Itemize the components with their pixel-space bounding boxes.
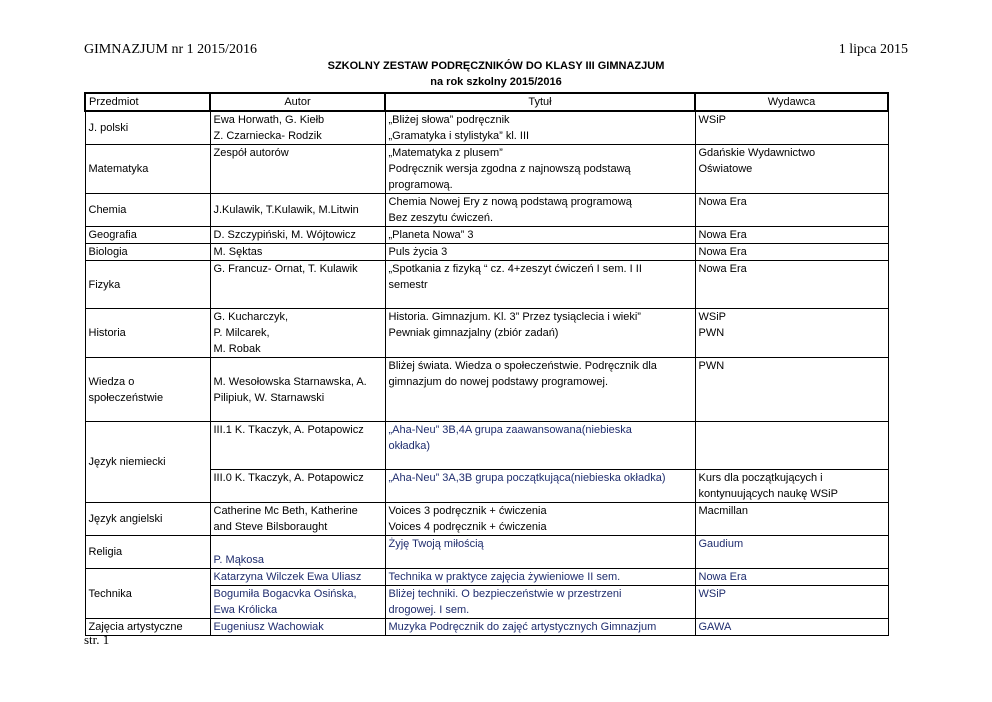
cell-title: Muzyka Podręcznik do zajęć artystycznych Gimnazjum [385,619,695,636]
header-right: 1 lipca 2015 [838,42,908,57]
header-left: GIMNAZJUM nr 1 2015/2016 [84,42,258,57]
cell-publisher: Nowa Era [695,569,888,586]
cell-subject: Historia [85,309,210,358]
cell-author: III.1 K. Tkaczyk, A. Potapowicz [210,422,385,470]
cell-publisher: WSiP PWN [695,309,888,358]
cell-author: Ewa Horwath, G. Kiełb Z. Czarniecka- Rodzik [210,111,385,145]
cell-subject: Fizyka [85,261,210,309]
table-row [85,145,888,194]
table-header-row [85,93,888,111]
cell-subject: Technika [85,569,210,619]
cell-subject: Zajęcia artystyczne [85,619,210,636]
table-row [85,309,888,358]
cell-author: Bogumiła Bogacvka Osińska, Ewa Królicka [210,586,385,619]
cell-author: J.Kulawik, T.Kulawik, M.Litwin [210,194,385,227]
cell-subject: Język angielski [85,503,210,536]
cell-author: III.0 K. Tkaczyk, A. Potapowicz [210,470,385,503]
table-row [85,569,888,586]
cell-publisher [695,422,888,470]
cell-author: Catherine Mc Beth, Katherine and Steve Bilsboraught [210,503,385,536]
cell-publisher: GAWA [695,619,888,636]
table-row [85,536,888,569]
col-header-subject: Przedmiot [85,93,210,111]
table-row [85,244,888,261]
cell-subject: Religia [85,536,210,569]
cell-subject: Geografia [85,227,210,244]
cell-title: Bliżej techniki. O bezpieczeństwie w przestrzeni drogowej. I sem. [385,586,695,619]
cell-title: „Aha-Neu” 3B,4A grupa zaawansowana(niebieska okładka) [385,422,695,470]
cell-publisher: Macmillan [695,503,888,536]
cell-title: „Spotkania z fizyką “ cz. 4+zeszyt ćwiczeń I sem. I II semestr [385,261,695,309]
cell-author: G. Francuz- Ornat, T. Kulawik [210,261,385,309]
cell-subject: J. polski [85,111,210,145]
cell-publisher: PWN [695,358,888,422]
cell-publisher: Nowa Era [695,227,888,244]
cell-subject: Biologia [85,244,210,261]
cell-publisher: WSiP [695,586,888,619]
cell-title: Chemia Nowej Ery z nową podstawą programową Bez zeszytu ćwiczeń. [385,194,695,227]
cell-title: „Bliżej słowa” podręcznik „Gramatyka i stylistyka” kl. III [385,111,695,145]
table-row [85,194,888,227]
cell-publisher: Nowa Era [695,261,888,309]
table-row [85,358,888,422]
cell-subject: Język niemiecki [85,422,210,503]
table-row [85,422,888,470]
cell-title: Technika w praktyce zajęcia żywieniowe II sem. [385,569,695,586]
cell-subject: Chemia [85,194,210,227]
cell-publisher: Nowa Era [695,194,888,227]
table-row [85,227,888,244]
cell-subject: Wiedza o społeczeństwie [85,358,210,422]
cell-subject: Matematyka [85,145,210,194]
table-row [85,111,888,145]
table-row [85,619,888,636]
table-row [85,261,888,309]
page-number: str. 1 [84,632,110,647]
table-row [85,503,888,536]
cell-title: „Matematyka z plusem” Podręcznik wersja zgodna z najnowszą podstawą programową. [385,145,695,194]
cell-publisher: WSiP [695,111,888,145]
cell-publisher: Gdańskie Wydawnictwo Oświatowe [695,145,888,194]
cell-publisher: Nowa Era [695,244,888,261]
cell-author: P. Mąkosa [210,536,385,569]
cell-author: Katarzyna Wilczek Ewa Uliasz [210,569,385,586]
cell-title: „Aha-Neu” 3A,3B grupa początkująca(niebieska okładka) [385,470,695,503]
cell-title: Historia. Gimnazjum. Kl. 3” Przez tysiąclecia i wieki” Pewniak gimnazjalny (zbiór zadań) [385,309,695,358]
cell-title: „Planeta Nowa” 3 [385,227,695,244]
col-header-title: Tytuł [385,93,695,111]
document-subtitle: na rok szkolny 2015/2016 [430,76,562,88]
cell-author: Zespół autorów [210,145,385,194]
col-header-author: Autor [210,93,385,111]
document-title: SZKOLNY ZESTAW PODRĘCZNIKÓW DO KLASY III GIMNAZJUM [327,60,665,72]
cell-author: Eugeniusz Wachowiak [210,619,385,636]
col-header-publisher: Wydawca [695,93,888,111]
cell-author: M. Sęktas [210,244,385,261]
cell-author: D. Szczypiński, M. Wójtowicz [210,227,385,244]
textbook-table [84,92,889,636]
cell-publisher: Gaudium [695,536,888,569]
cell-title: Bliżej świata. Wiedza o społeczeństwie. Podręcznik dla gimnazjum do nowej podstawy programowej. [385,358,695,422]
cell-author: M. Wesołowska Starnawska, A. Pilipiuk, W. Starnawski [210,358,385,422]
cell-author: G. Kucharczyk, P. Milcarek, M. Robak [210,309,385,358]
cell-title: Voices 3 podręcznik + ćwiczenia Voices 4 podręcznik + ćwiczenia [385,503,695,536]
cell-title: Puls życia 3 [385,244,695,261]
cell-publisher: Kurs dla początkujących i kontynuujących naukę WSiP [695,470,888,503]
cell-title: Żyję Twoją miłością [385,536,695,569]
